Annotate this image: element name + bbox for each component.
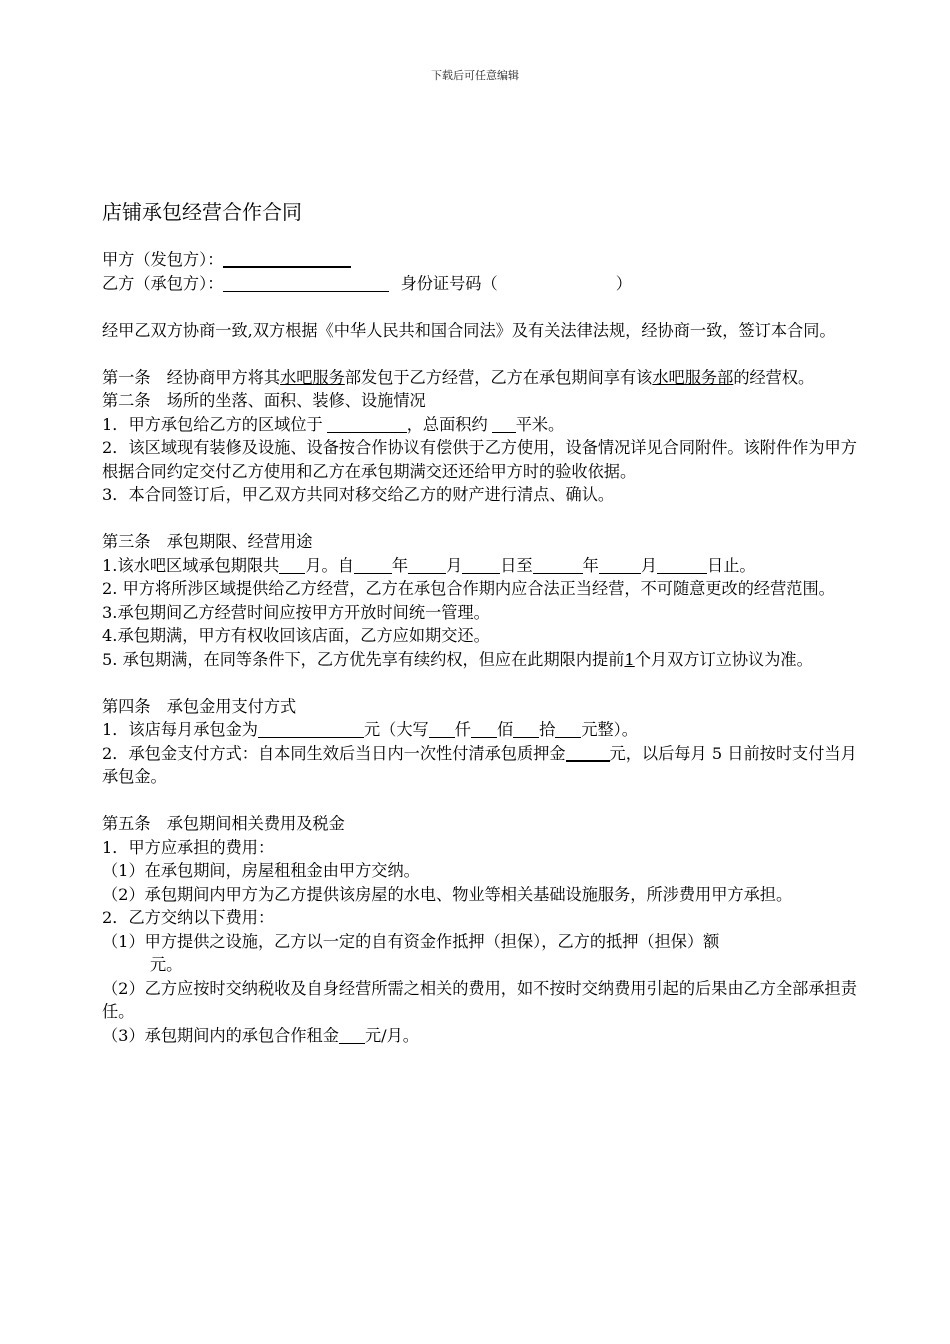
art3-i1-text-d: 月 bbox=[446, 555, 463, 575]
art3-i1-text-h: 日止。 bbox=[707, 555, 756, 575]
art3-i1-text-f: 年 bbox=[582, 555, 599, 575]
thousands-blank[interactable] bbox=[429, 720, 455, 738]
intro-paragraph: 经甲乙双方协商一致,双方根据《中华人民共和国合同法》及有关法律法规，经协商一致，签订本合同。 bbox=[102, 320, 836, 340]
header-note: 下载后可任意编辑 bbox=[431, 69, 519, 82]
article-5-heading: 第五条 承包期间相关费用及税金 bbox=[102, 814, 345, 833]
party-a-blank[interactable] bbox=[223, 249, 351, 268]
art1-text-a: 第一条 经协商甲方将其 bbox=[102, 367, 281, 387]
party-a-line bbox=[102, 248, 862, 272]
start-day-blank[interactable] bbox=[462, 556, 500, 574]
art3-i5-text-b: 个月双方订立协议为准。 bbox=[634, 649, 813, 669]
rent-blank[interactable] bbox=[339, 1026, 365, 1044]
end-year-blank[interactable] bbox=[533, 556, 583, 574]
end-day-blank[interactable] bbox=[657, 556, 707, 574]
article-2-heading: 第二条 场所的坐落、面积、装修、设施情况 bbox=[102, 391, 426, 410]
art5-p23-text-b: 元/月。 bbox=[364, 1025, 419, 1045]
article-4-item-2 bbox=[102, 742, 862, 789]
units-blank[interactable] bbox=[555, 720, 581, 738]
art1-text-b: 部发包于乙方经营，乙方在承包期间享有该 bbox=[344, 367, 653, 387]
article-3-item-5 bbox=[102, 648, 862, 672]
article-5-part-1-item-2: （2）承包期间内甲方为乙方提供该房屋的水电、物业等相关基础设施服务，所涉费用甲方承担。 bbox=[102, 884, 793, 904]
art2-i1-text-a: 1．甲方承包给乙方的区域位于 bbox=[102, 414, 323, 434]
art4-i1-text-d: 佰 bbox=[496, 720, 514, 739]
art5-p21-text-b: 元。 bbox=[150, 955, 183, 974]
article-5-part-2-item-2: （2）乙方应按时交纳税收及自身经营所需之相关的费用，如不按时交纳费用引起的后果由乙方全部承担责任。 bbox=[102, 978, 857, 1021]
contract-title: 店铺承包经营合作合同 bbox=[102, 200, 302, 224]
art5-p23-text-a: （3）承包期间内的承包合作租金 bbox=[102, 1025, 339, 1045]
art4-i1-text-e: 拾 bbox=[539, 720, 556, 739]
tens-blank[interactable] bbox=[513, 720, 539, 738]
art4-i1-text-a: 1．该店每月承包金为 bbox=[102, 720, 258, 739]
id-number-close: ） bbox=[615, 273, 632, 293]
art3-i1-text-a: 1.该水吧区域承包期限共 bbox=[102, 555, 280, 575]
article-3-item-3: 3.承包期间乙方经营时间应按甲方开放时间统一管理。 bbox=[102, 602, 490, 622]
art1-underlined-1: 水吧服务 bbox=[280, 367, 345, 387]
hundreds-blank[interactable] bbox=[471, 720, 497, 738]
notice-months: 1 bbox=[624, 649, 635, 669]
art2-i1-text-c: 平米。 bbox=[515, 414, 565, 434]
art1-underlined-2: 水吧服务部 bbox=[652, 367, 734, 387]
deposit-blank[interactable] bbox=[566, 743, 610, 762]
article-5-part-1: 1．甲方应承担的费用： bbox=[102, 837, 275, 857]
art1-text-c: 的经营权。 bbox=[733, 367, 815, 387]
art3-i1-text-e: 日至 bbox=[500, 555, 533, 575]
art2-i1-text-b: ，总面积约 bbox=[406, 414, 488, 434]
article-5-part-2-item-1 bbox=[102, 930, 862, 977]
article-4-heading: 第四条 承包金用支付方式 bbox=[102, 696, 297, 716]
article-4-item-1 bbox=[102, 718, 862, 742]
monthly-fee-blank[interactable] bbox=[258, 720, 364, 738]
id-number-label: 身份证号码（ bbox=[400, 273, 498, 293]
art4-i2-text-a: 2．承包金支付方式：自本同生效后当日内一次性付清承包质押金 bbox=[102, 743, 566, 763]
months-blank[interactable] bbox=[279, 556, 305, 574]
article-3-item-2: 2. 甲方将所涉区域提供给乙方经营，乙方在承包合作期内应合法正当经营，不可随意更改的经营范围。 bbox=[102, 579, 835, 598]
contract-body bbox=[102, 248, 862, 1047]
area-blank[interactable] bbox=[492, 415, 516, 433]
art3-i1-text-c: 年 bbox=[391, 555, 409, 575]
art3-i1-text-g: 月 bbox=[640, 555, 658, 575]
article-5-part-1-item-1: （1）在承包期间，房屋租租金由甲方交纳。 bbox=[102, 861, 420, 880]
art4-i2-text-b: 元，以后每月 5 日前按时支付当月承包金。 bbox=[102, 743, 857, 786]
art5-p21-text-a: （1）甲方提供之设施，乙方以一定的自有资金作抵押（担保），乙方的抵押（担保）额 bbox=[102, 931, 720, 951]
art4-i1-text-b: 元（大写 bbox=[364, 720, 429, 739]
article-5-part-2: 2．乙方交纳以下费用： bbox=[102, 908, 275, 927]
article-2-item-2: 2．该区域现有装修及设施、设备按合作协议有偿供于乙方使用，设备情况详见合同附件。该附件作为甲方根据合同约定交付乙方使用和乙方在承包期满交还还给甲方时的验收依据。 bbox=[102, 438, 857, 481]
art4-i1-text-c: 仟 bbox=[454, 720, 471, 739]
party-b-blank[interactable] bbox=[223, 274, 389, 292]
party-b-label: 乙方（承包方）： bbox=[102, 273, 224, 293]
article-2-item-3: 3．本合同签订后，甲乙双方共同对移交给乙方的财产进行清点、确认。 bbox=[102, 485, 615, 504]
article-3-item-4: 4.承包期满，甲方有权收回该店面，乙方应如期交还。 bbox=[102, 626, 490, 645]
art3-i1-text-b: 月。自 bbox=[305, 555, 354, 575]
article-5-part-2-item-3 bbox=[102, 1024, 862, 1048]
start-year-blank[interactable] bbox=[354, 556, 392, 574]
party-a-label: 甲方（发包方）： bbox=[102, 250, 224, 269]
article-2-item-1 bbox=[102, 413, 862, 437]
article-3-heading: 第三条 承包期限、经营用途 bbox=[102, 532, 313, 551]
end-month-blank[interactable] bbox=[599, 556, 641, 574]
art4-i1-text-f: 元整）。 bbox=[581, 720, 638, 739]
article-1 bbox=[102, 366, 862, 390]
location-blank[interactable] bbox=[327, 415, 407, 433]
article-3-item-1 bbox=[102, 554, 862, 578]
start-month-blank[interactable] bbox=[408, 556, 446, 574]
party-b-line bbox=[102, 272, 862, 296]
art3-i5-text-a: 5. 承包期满，在同等条件下，乙方优先享有续约权，但应在此期限内提前 bbox=[102, 649, 625, 669]
